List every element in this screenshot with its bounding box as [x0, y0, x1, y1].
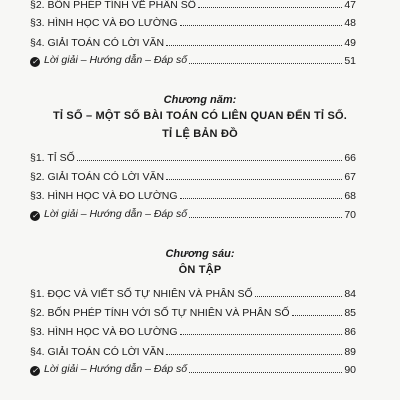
toc-leader-dots [166, 45, 342, 46]
toc-row-label: §3. HÌNH HỌC VÀ ĐO LƯỜNG [30, 326, 178, 338]
chapter-title: TỈ LỆ BẢN ĐỒ [162, 128, 238, 140]
toc-leader-dots [189, 372, 342, 373]
toc-row-label: §2. BỐN PHÉP TÍNH VỀ PHÂN SỐ [30, 0, 196, 11]
toc-leader-dots [189, 63, 342, 64]
chapter-title: ÔN TẬP [178, 264, 222, 276]
toc-row-page: 48 [344, 17, 356, 29]
toc-leader-dots [292, 315, 343, 316]
toc-row-page: 51 [344, 55, 356, 67]
toc-row-label: §4. GIẢI TOÁN CÓ LỜI VĂN [30, 346, 165, 358]
toc-row[interactable] [30, 286, 356, 300]
toc-row-page: 70 [344, 209, 356, 221]
toc-row-label: §4. GIẢI TOÁN CÓ LỜI VĂN [30, 37, 165, 49]
toc-row-label: §1. TỈ SỐ [30, 152, 75, 164]
toc-row-page: 49 [344, 37, 356, 49]
toc-row[interactable] [30, 344, 356, 358]
toc-row[interactable] [30, 0, 356, 11]
toc-row-label: §2. BỐN PHÉP TÍNH VỚI SỐ TỰ NHIÊN VÀ PHÂN SỐ [30, 307, 290, 319]
toc-leader-dots [198, 7, 342, 8]
toc-leader-dots [180, 25, 343, 26]
check-circle-icon: ✓ [31, 211, 39, 220]
toc-leader-dots [255, 296, 343, 297]
chapter-heading: Chương sáu: [165, 248, 235, 260]
toc-row[interactable] [30, 53, 356, 67]
toc-row-page: 67 [344, 171, 356, 183]
toc-row-page: 90 [344, 364, 356, 376]
toc-leader-dots [180, 198, 343, 199]
toc-row-page: 85 [344, 307, 356, 319]
toc-row[interactable] [30, 15, 356, 29]
toc-row[interactable] [30, 324, 356, 338]
toc-row[interactable] [30, 362, 356, 376]
toc-row-page: 68 [344, 190, 356, 202]
check-circle-icon: ✓ [31, 366, 39, 375]
toc-leader-dots [189, 217, 342, 218]
toc-row-label: ✓ Lời giải – Hướng dẫn – Đáp số [31, 54, 188, 66]
toc-row-label: §3. HÌNH HỌC VÀ ĐO LƯỜNG [30, 17, 178, 29]
toc-row-page: 84 [344, 288, 356, 300]
check-circle-icon: ✓ [31, 57, 39, 66]
toc-row-label: §2. GIẢI TOÁN CÓ LỜI VĂN [30, 171, 165, 183]
toc-row-page: 47 [344, 0, 356, 11]
toc-row-label: §1. ĐỌC VÀ VIẾT SỐ TỰ NHIÊN VÀ PHÂN SỐ [30, 288, 253, 300]
toc-row-label: ✓ Lời giải – Hướng dẫn – Đáp số [31, 363, 188, 375]
toc-row[interactable] [30, 305, 356, 319]
toc-row[interactable] [30, 35, 356, 49]
toc-row-page: 66 [344, 152, 356, 164]
toc-row-label: §3. HÌNH HỌC VÀ ĐO LƯỜNG [30, 190, 178, 202]
toc-leader-dots [77, 160, 343, 161]
toc-leader-dots [166, 179, 342, 180]
toc-row[interactable] [30, 169, 356, 183]
chapter-heading: Chương năm: [163, 94, 237, 106]
toc-leader-dots [166, 354, 342, 355]
toc-leader-dots [180, 334, 343, 335]
toc-row-page: 86 [344, 326, 356, 338]
toc-row[interactable] [30, 150, 356, 164]
toc-row-page: 89 [344, 346, 356, 358]
chapter-title: TỈ SỐ – MỘT SỐ BÀI TOÁN CÓ LIÊN QUAN ĐẾN TỈ SỐ. [53, 110, 347, 122]
toc-row[interactable] [30, 207, 356, 221]
toc-row-label: ✓ Lời giải – Hướng dẫn – Đáp số [31, 208, 188, 220]
toc-row[interactable] [30, 188, 356, 202]
